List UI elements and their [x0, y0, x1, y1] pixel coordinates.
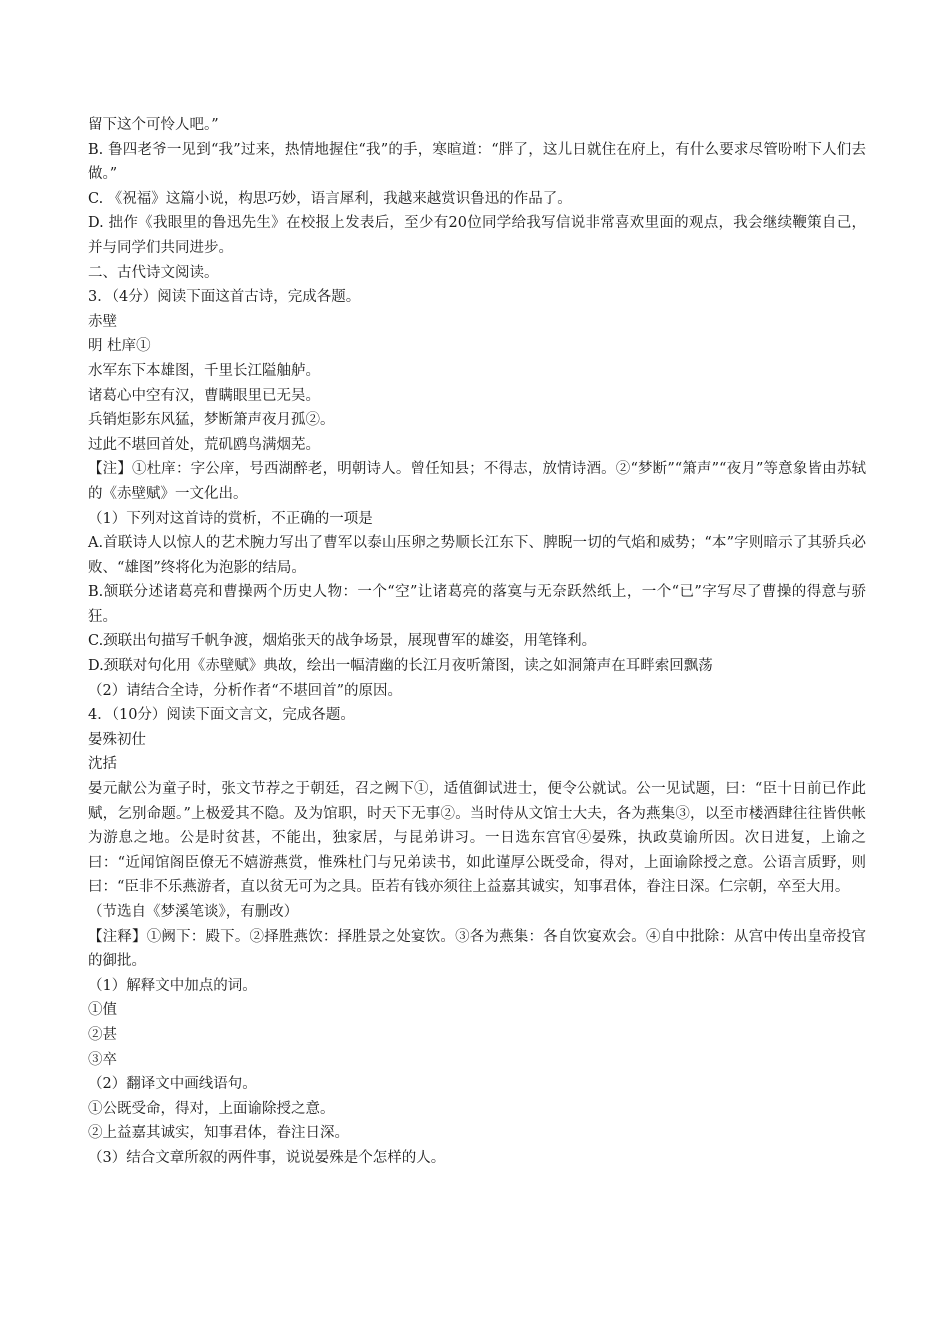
question-4-prompt: 4．（10分）阅读下面文言文，完成各题。 — [88, 707, 355, 724]
choice-a: A.首联诗人以惊人的艺术腕力写出了曹军以泰山压卵之势顺长江东下、脾睨一切的气焰和威势；“本”字则暗示了其骄兵必败、“雄图”终将化为泡影的结局。 — [88, 535, 866, 576]
poem-line: 兵销炬影东风猛，梦断箫声夜月孤②。 — [88, 412, 335, 429]
option-c-line: C. 《祝福》这篇小说，构思巧妙，语言犀利，我越来越赏识鲁迅的作品了。 — [88, 190, 572, 207]
translate-item: ②上益嘉其诚实，知事君体，眷注日深。 — [88, 1125, 349, 1142]
poem-line: 水军东下本雄图，千里长江隘舳舻。 — [88, 362, 320, 379]
poem-note: 【注】①杜庠：字公庠，号西湖醉老，明朝诗人。曾任知县；不得志，放情诗酒。②“梦断”“箫声”“夜月”等意象皆由苏轼的《赤壁赋》一文化出。 — [88, 461, 866, 502]
passage-body: 晏元献公为童子时，张文节荐之于朝廷，召之阙下①，适值御试进士，便令公就试。公一见试题，曰：“臣十日前已作此赋，乞别命题。”上极爱其不隐。及为馆职，时天下无事②。当时侍从文馆士大夫，各为燕集③，以至市楼酒肆往往皆供帐为游息之地。公是时贫甚，不能出，独家居，与昆弟讲习。一日选东宫官④晏殊，执政莫谕所因。次日进复，上谕之曰：“近闻馆阁臣僚无不嬉游燕赏，惟殊杜门与兄弟读书，如此谨厚公既受命，得对，上面谕除授之意。公语言质野，则曰：“臣非不乐燕游者，直以贫无可为之具。臣若有钱亦须往上益嘉其诚实，知事君体，眷注日深。仁宗朝，卒至大用。 — [88, 781, 866, 896]
section-heading: 二、古代诗文阅读。 — [88, 264, 219, 281]
poem-author: 明 杜庠① — [88, 338, 151, 355]
question-4-3: （3）结合文章所叙的两件事，说说晏殊是个怎样的人。 — [88, 1149, 446, 1166]
passage-author: 沈括 — [88, 756, 117, 773]
question-3-1: （1）下列对这首诗的赏析，不正确的一项是 — [88, 510, 373, 527]
word-item: ③卒 — [88, 1051, 117, 1068]
passage-source: （节选自《梦溪笔谈》，有删改） — [88, 904, 299, 920]
translate-item: ①公既受命，得对，上面谕除授之意。 — [88, 1100, 335, 1117]
document-body — [88, 113, 866, 1171]
question-4-1: （1）解释文中加点的词。 — [88, 977, 257, 994]
choice-d: D.颈联对句化用《赤壁赋》典故，绘出一幅清幽的长江月夜听箫图，读之如洞箫声在耳畔索回飘荡 — [88, 658, 713, 675]
question-3-2: （2）请结合全诗，分析作者“不堪回首”的原因。 — [88, 682, 403, 699]
choice-b: B.颔联分述诸葛亮和曹操两个历史人物：一个“空”让诸葛亮的落寞与无奈跃然纸上，一个“已”字写尽了曹操的得意与骄狂。 — [88, 584, 866, 625]
choice-c: C.颈联出句描写千帆争渡，烟焰张天的战争场景，展现曹军的雄姿，用笔锋利。 — [88, 633, 597, 650]
question-3-prompt: 3．（4分）阅读下面这首古诗，完成各题。 — [88, 289, 361, 306]
word-item: ①值 — [88, 1002, 117, 1019]
word-item: ②甚 — [88, 1026, 117, 1043]
option-d-line: D. 拙作《我眼里的鲁迅先生》在校报上发表后，至少有20位同学给我写信说非常喜欢里面的观点，我会继续鞭策自己，并与同学们共同进步。 — [88, 215, 866, 256]
poem-line: 过此不堪回首处，荒矶鸥鸟满烟芜。 — [88, 436, 320, 453]
option-b-line: B. 鲁四老爷一见到“我”过来，热情地握住“我”的手，寒暄道：“胖了，这儿日就住在府上，有什么要求尽管吩咐下人们去做。” — [88, 141, 866, 183]
passage-notes: 【注释】①阙下：殿下。②择胜燕饮：择胜景之处宴饮。③各为燕集：各自饮宴欢会。④自中批除：从宫中传出皇帝投官的御批。 — [88, 928, 866, 970]
text-line: 留下这个可怜人吧。” — [88, 117, 219, 133]
question-4-2: （2）翻译文中画线语句。 — [88, 1076, 257, 1093]
passage-title: 晏殊初仕 — [88, 731, 146, 748]
poem-title: 赤壁 — [88, 313, 117, 330]
poem-line: 诸葛心中空有汉，曹瞒眼里已无吴。 — [88, 387, 320, 404]
